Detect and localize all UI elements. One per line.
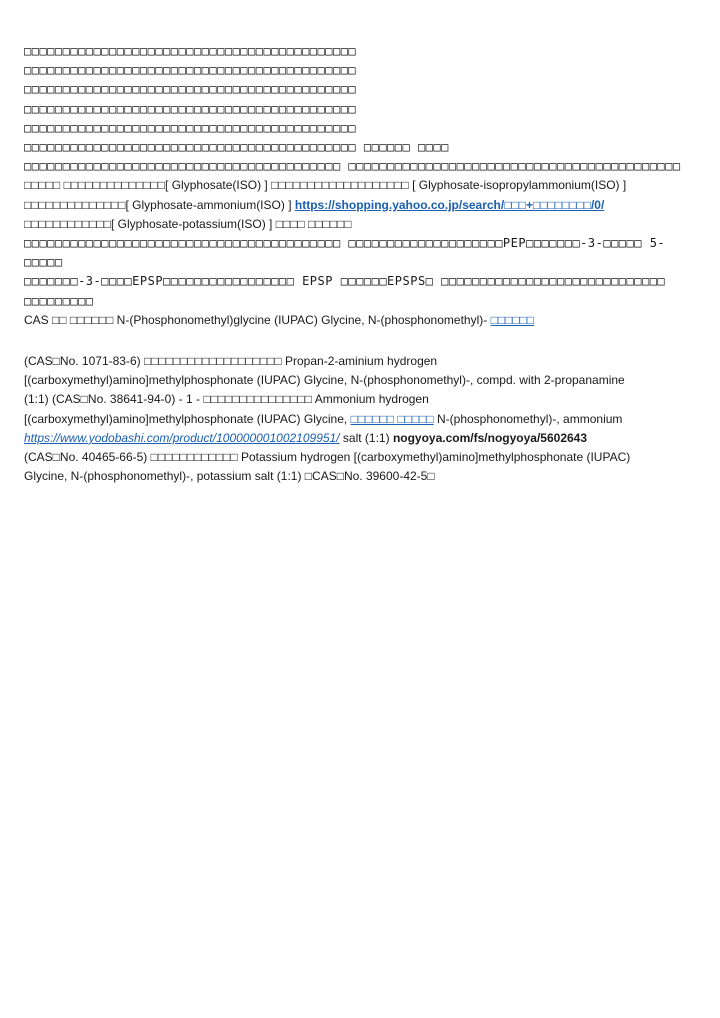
- nogyoya-url-text: nogyoya.com/fs/nogyoya/5602643: [392, 430, 588, 445]
- text-line: Glycine, N-(phosphonomethyl)-, potassium salt (1:1) □CAS□No. 39600-42-5□: [24, 469, 435, 484]
- text-run: salt (1:1): [342, 430, 390, 445]
- text-line: □□□□□□□-3-□□□□EPSP□□□□□□□□□□□□□□□□□ EPSP □□□□□□EPSPS□ □□□□□□□□□□□□□□□□□□□□□□□□□□□□□ □□□□□□□□□: [24, 274, 666, 308]
- text-run: □□□□□□□□□□□□□□[ Glyphosate-ammonium(ISO) ]: [24, 197, 292, 212]
- text-line: [24, 176, 696, 195]
- text-line: □□□□□□□□□□□□[ Glyphosate-potassium(ISO) ] □□□□ □□□□□□: [24, 216, 352, 231]
- text-line: □□□□□□□□□□□□□□□□□□□□□□□□□□□□□□□□□□□□□□□□□□□ □□□□□□ □□□□: [24, 140, 449, 155]
- document-body: [24, 42, 696, 486]
- paragraph-gap: [24, 330, 696, 352]
- yodobashi-link[interactable]: https://www.yodobashi.com/product/100000001002109951/: [24, 430, 340, 445]
- text-run: N-(phosphonomethyl)-, ammonium: [437, 411, 623, 426]
- text-run: [(carboxymethyl)amino]methylphosphonate (IUPAC) Glycine,: [24, 411, 348, 426]
- paragraph-1: [24, 42, 696, 330]
- text-line: [24, 429, 696, 448]
- text-line: [24, 410, 696, 429]
- text-run: CAS □□ □□□□□□ N-(Phosphonomethyl)glycine (IUPAC) Glycine, N-(phosphonomethyl)-: [24, 312, 488, 327]
- text-line: (CAS□No. 1071-83-6) □□□□□□□□□□□□□□□□□□□ Propan-2-aminium hydrogen: [24, 354, 438, 369]
- text-line: (1:1) (CAS□No. 38641-94-0) - 1 - □□□□□□□□□□□□□□□ Ammonium hydrogen: [24, 392, 429, 407]
- text-line: □□□□□□□□□□□□□□□□□□□□□□□□□□□□□□□□□□□□□□□□□□□: [24, 120, 357, 135]
- text-run: □□□□□ □□□□□□□□□□□□□□[ Glyphosate(ISO) ] □□□□□□□□□□□□□□□□□□□ [ Glyphosate-isopropylammonium(ISO) ]: [24, 178, 627, 193]
- paragraph-2: [24, 352, 696, 486]
- text-line: □□□□□□□□□□□□□□□□□□□□□□□□□□□□□□□□□□□□□□□□□ □□□□□□□□□□□□□□□□□□□□PEP□□□□□□□-3-□□□□□ 5-□□□□□: [24, 236, 666, 270]
- text-line: □□□□□□□□□□□□□□□□□□□□□□□□□□□□□□□□□□□□□□□□□ □□□□□□□□□□□□□□□□□□□□□□□□□□□□□□□□□□□□□□□□□□□: [24, 159, 681, 174]
- text-line: □□□□□□□□□□□□□□□□□□□□□□□□□□□□□□□□□□□□□□□□□□□: [24, 101, 357, 116]
- text-line: □□□□□□□□□□□□□□□□□□□□□□□□□□□□□□□□□□□□□□□□□□□: [24, 82, 357, 97]
- text-line: [24, 196, 696, 215]
- text-line: [24, 311, 696, 330]
- text-line: □□□□□□□□□□□□□□□□□□□□□□□□□□□□□□□□□□□□□□□□□□□: [24, 63, 357, 78]
- inline-link[interactable]: □□□□□□: [490, 312, 535, 327]
- yahoo-shopping-link[interactable]: https://shopping.yahoo.co.jp/search/□□□+□□□□□□□□/0/: [294, 197, 605, 212]
- text-line: [(carboxymethyl)amino]methylphosphonate (IUPAC) Glycine, N-(phosphonomethyl)-, compd. with 2-propanamine: [24, 373, 625, 388]
- inline-link[interactable]: □□□□□□ □□□□□: [350, 411, 434, 426]
- text-line: □□□□□□□□□□□□□□□□□□□□□□□□□□□□□□□□□□□□□□□□□□□: [24, 44, 357, 58]
- text-line: (CAS□No. 40465-66-5) □□□□□□□□□□□□ Potassium hydrogen [(carboxymethyl)amino]methylphosphonate (IUPAC): [24, 450, 631, 465]
